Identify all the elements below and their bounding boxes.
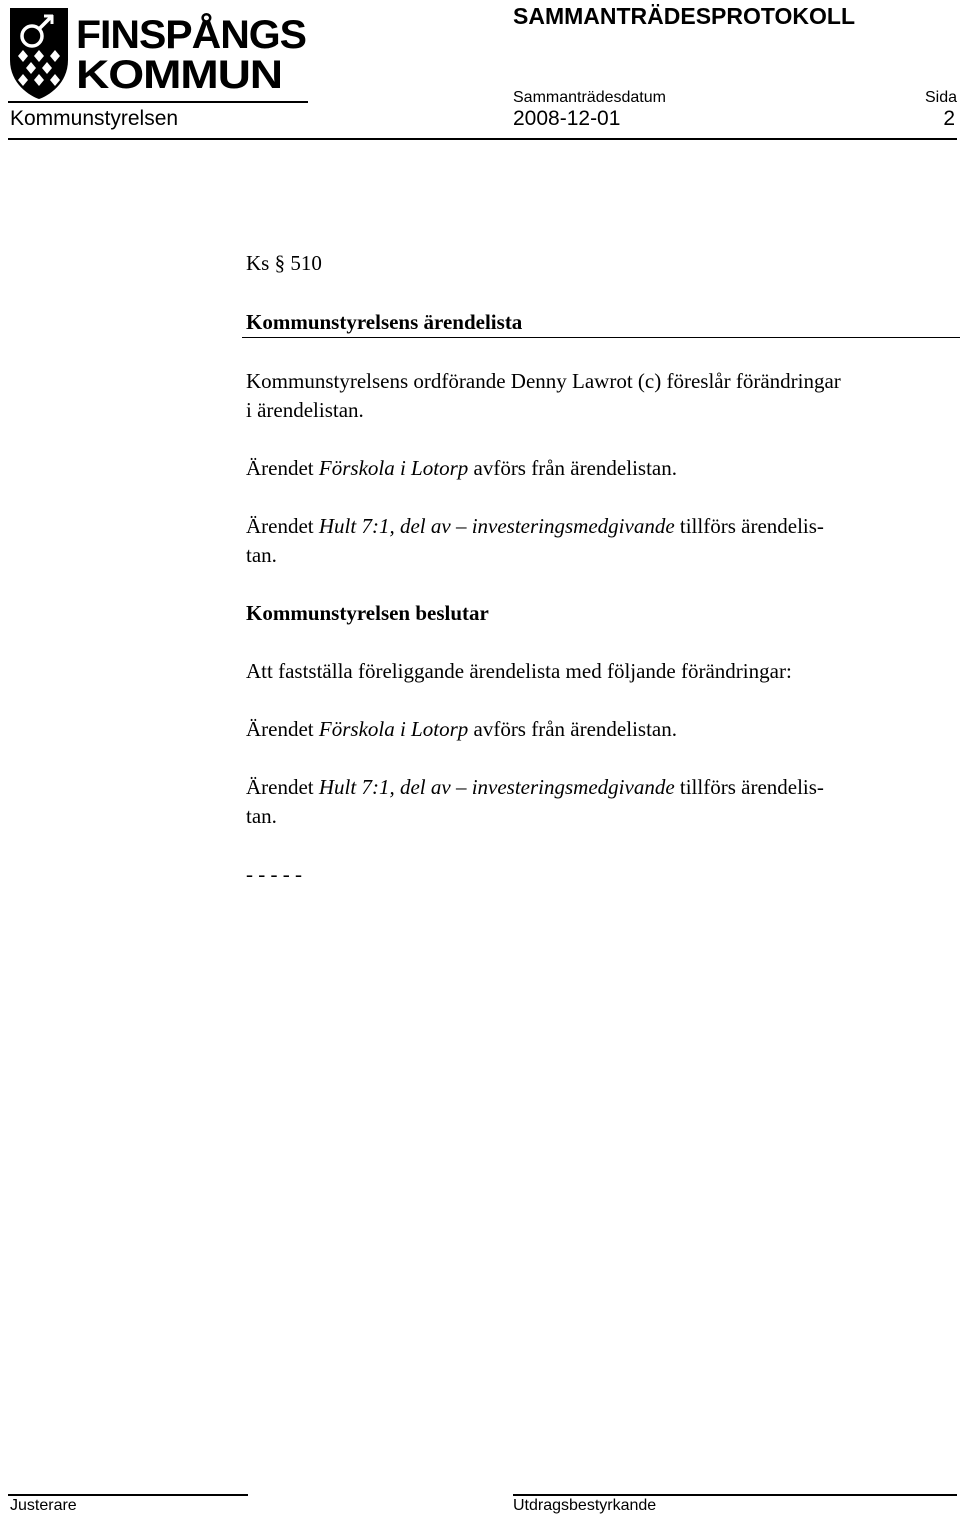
decision-item-removed-suffix: avförs från ärendelistan. [468,717,677,741]
item-added-suffix: tillförs ärendelis- [674,514,824,538]
item-removed-name: Förskola i Lotorp [318,456,469,480]
item-added-name: Hult 7:1, del av – investeringsmedgivande [318,514,675,538]
decision-heading: Kommunstyrelsen beslutar [246,601,489,625]
page-label: Sida [924,89,957,106]
document-type: SAMMANTRÄDESPROTOKOLL [513,3,856,29]
footer-rule-utdrag [513,1494,957,1496]
logo-text-line1: FINSPÅNGS [76,13,301,57]
decision-item-added-name: Hult 7:1, del av – investeringsmedgivande [318,775,675,799]
logo-underline [8,101,308,103]
meeting-date-label: Sammanträdesdatum [513,89,666,106]
org-unit: Kommunstyrelsen [10,107,179,130]
decision-item-added [246,773,946,831]
finspang-kommun-logo [8,4,308,100]
meeting-date-value: 2008-12-01 [513,107,621,130]
footer-justerare-label: Justerare [10,1497,77,1514]
intro-line-2: i ärendelistan. [246,398,364,422]
decision-item-removed [246,715,946,744]
paragraph-reference: Ks § 510 [246,251,322,275]
footer-rule-justerare [8,1494,248,1496]
end-marker: - - - - - [246,862,302,886]
item-added-prefix: Ärendet [246,514,319,538]
intro-line-1: Kommunstyrelsens ordförande Denny Lawrot (c) föreslår förändringar [246,369,841,393]
header-divider [8,138,957,140]
decision-item-added-suffix: tillförs ärendelis- [674,775,824,799]
decision-text: Att fastställa föreliggande ärendelista med följande förändringar: [246,659,792,683]
decision-item-added-prefix: Ärendet [246,775,319,799]
coat-of-arms-icon [10,8,68,99]
title-underline [242,337,960,338]
footer-utdragsbestyrkande-label: Utdragsbestyrkande [513,1497,657,1514]
item-removed-suffix: avförs från ärendelistan. [468,456,677,480]
section-title: Kommunstyrelsens ärendelista [246,310,523,334]
item-removed-prefix: Ärendet [246,456,319,480]
intro-paragraph [246,367,946,425]
logo-text-line2: KOMMUN [76,53,282,97]
item-added-continuation: tan. [246,543,277,567]
item-removed [246,454,946,483]
decision-item-removed-prefix: Ärendet [246,717,319,741]
decision-item-removed-name: Förskola i Lotorp [318,717,469,741]
decision-item-added-continuation: tan. [246,804,277,828]
page-number: 2 [943,107,955,130]
item-added [246,512,946,570]
